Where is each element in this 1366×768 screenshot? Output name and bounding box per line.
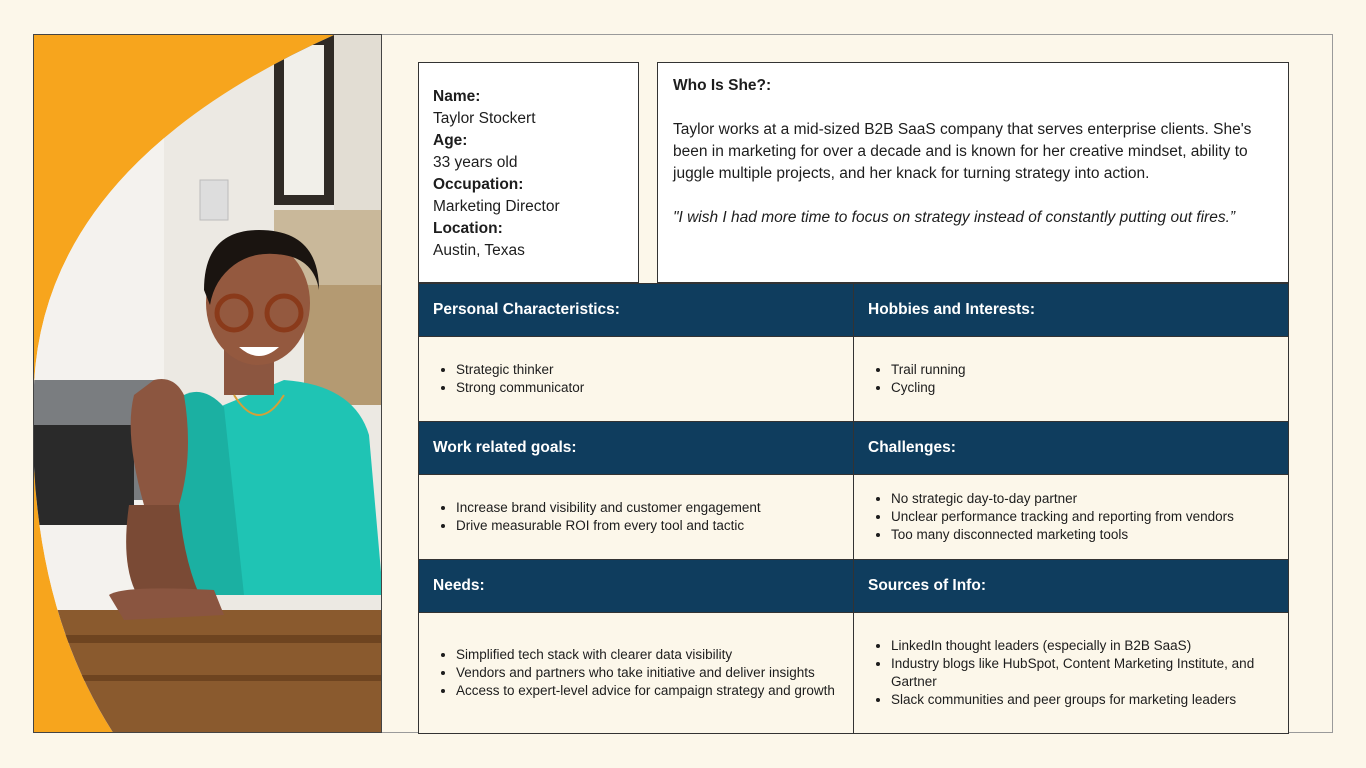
list-item: • Slack communities and peer groups for marketing leaders xyxy=(891,691,1274,709)
challenges-list xyxy=(854,490,1248,544)
persona-grid xyxy=(418,283,1289,734)
grid-row-body-1 xyxy=(419,337,1289,422)
work-goals-body xyxy=(419,475,854,560)
needs-list xyxy=(419,646,849,700)
age-value: 33 years old xyxy=(433,154,518,171)
grid-row-headers-2 xyxy=(419,422,1289,475)
needs-body xyxy=(419,613,854,734)
sources-list xyxy=(854,637,1288,709)
list-item: • Too many disconnected marketing tools xyxy=(891,526,1234,544)
challenges-body xyxy=(854,475,1289,560)
grid-row-headers-3 xyxy=(419,560,1289,613)
work-goals-header: Work related goals: xyxy=(419,422,854,475)
list-item: • Vendors and partners who take initiative and deliver insights xyxy=(456,664,835,682)
persona-photo xyxy=(34,35,382,733)
list-item: • Drive measurable ROI from every tool and tactic xyxy=(456,517,761,535)
list-item: • Industry blogs like HubSpot, Content Marketing Institute, and Gartner xyxy=(891,655,1274,691)
list-item: • Cycling xyxy=(891,379,966,397)
grid-row-headers-1 xyxy=(419,284,1289,337)
occupation-label: Occupation: xyxy=(433,176,524,193)
needs-header: Needs: xyxy=(419,560,854,613)
profile-card xyxy=(418,62,639,283)
who-is-she-card xyxy=(657,62,1289,283)
challenges-header: Challenges: xyxy=(854,422,1289,475)
location-label: Location: xyxy=(433,220,503,237)
hobbies-list xyxy=(854,361,980,397)
grid-row-body-2 xyxy=(419,475,1289,560)
grid-row-body-3 xyxy=(419,613,1289,734)
personal-characteristics-body xyxy=(419,337,854,422)
sources-header: Sources of Info: xyxy=(854,560,1289,613)
list-item: • Simplified tech stack with clearer data visibility xyxy=(456,646,835,664)
list-item: • Strategic thinker xyxy=(456,361,584,379)
who-description: Taylor works at a mid-sized B2B SaaS company that serves enterprise clients. She's been in marketing for over a decade and is known for her creative mindset, ability to juggle multiple projects, and her knack for turning strategy into action. xyxy=(673,121,1252,182)
list-item: • No strategic day-to-day partner xyxy=(891,490,1234,508)
list-item: • Access to expert-level advice for campaign strategy and growth xyxy=(456,682,835,700)
list-item: • Unclear performance tracking and reporting from vendors xyxy=(891,508,1234,526)
occupation-value: Marketing Director xyxy=(433,198,560,215)
personal-characteristics-header: Personal Characteristics: xyxy=(419,284,854,337)
personal-characteristics-list xyxy=(419,361,598,397)
who-quote: "I wish I had more time to focus on strategy instead of constantly putting out fires.” xyxy=(673,209,1236,226)
work-goals-list xyxy=(419,499,775,535)
hobbies-header: Hobbies and Interests: xyxy=(854,284,1289,337)
age-label: Age: xyxy=(433,132,468,149)
sources-body xyxy=(854,613,1289,734)
who-title: Who Is She?: xyxy=(673,77,772,94)
name-label: Name: xyxy=(433,88,481,105)
list-item: • Strong communicator xyxy=(456,379,584,397)
name-value: Taylor Stockert xyxy=(433,110,536,127)
list-item: • LinkedIn thought leaders (especially in B2B SaaS) xyxy=(891,637,1274,655)
list-item: • Trail running xyxy=(891,361,966,379)
hobbies-body xyxy=(854,337,1289,422)
location-value: Austin, Texas xyxy=(433,242,525,259)
list-item: • Increase brand visibility and customer engagement xyxy=(456,499,761,517)
persona-photo-panel xyxy=(33,34,382,733)
